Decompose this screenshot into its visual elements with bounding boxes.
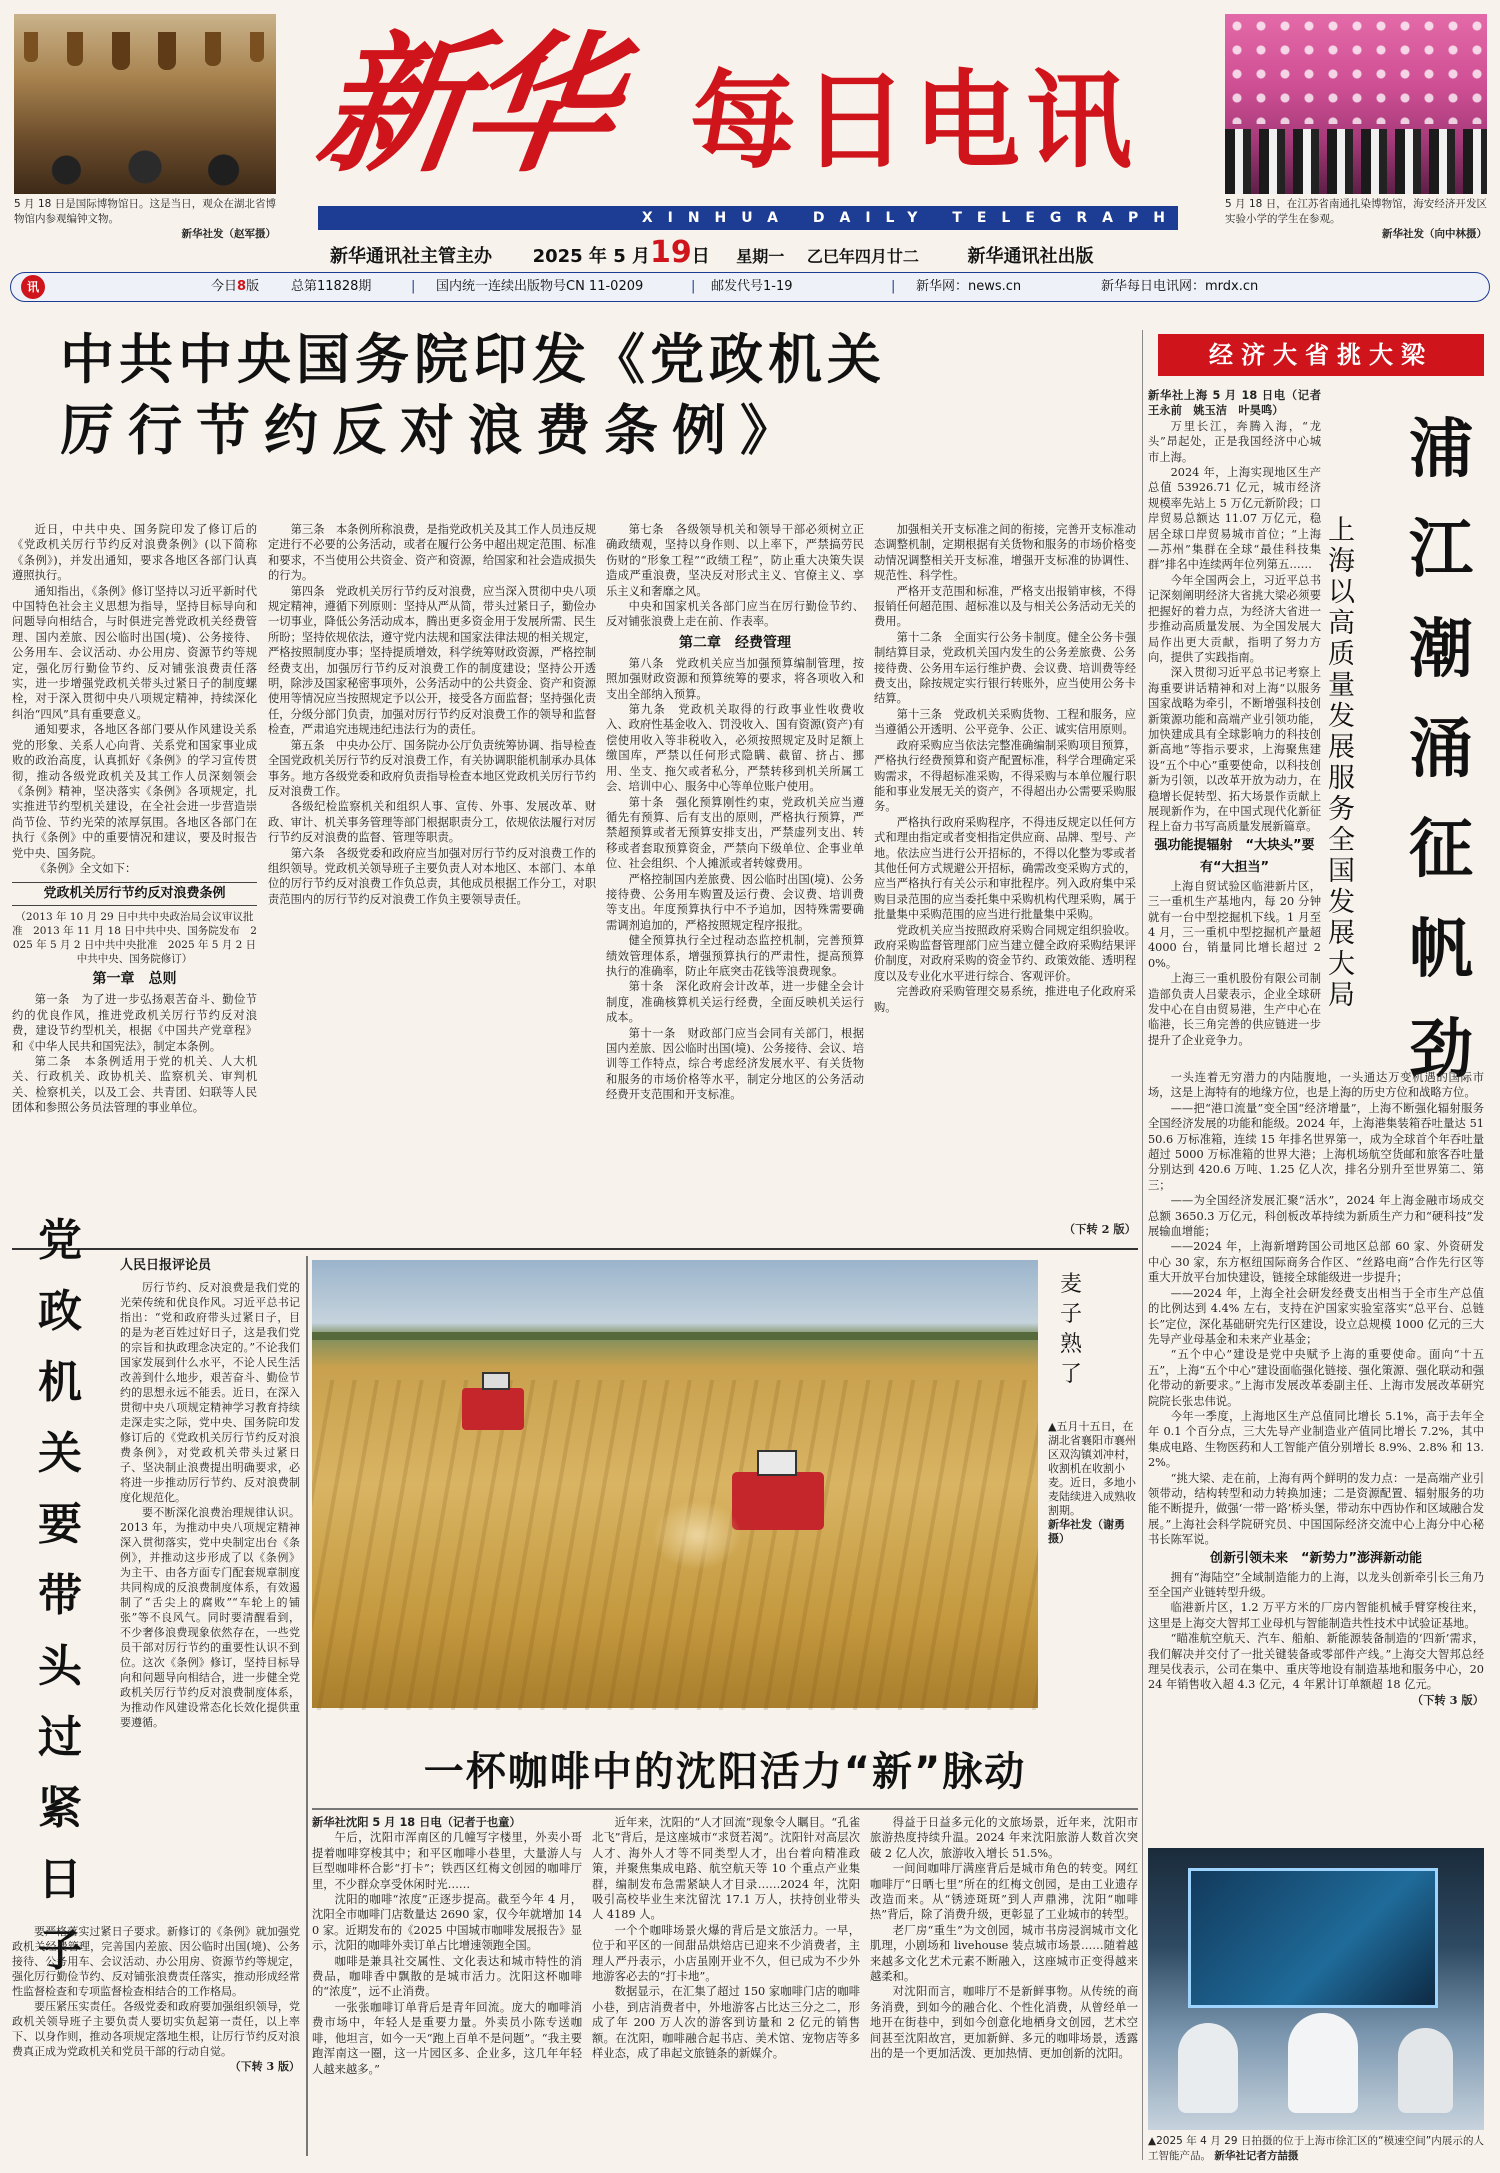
info-bar: 讯 今日8版 总第11828期 | 国内统一连续出版物号CN 11-0209 | 邮发代号1-19 | 新华网：news.cn 新华每日电讯网：mrdx.cn — [10, 272, 1490, 302]
post-code: 邮发代号1-19 — [711, 279, 793, 294]
lunar-date: 乙巳年四月廿二 — [806, 247, 919, 266]
caption-text: ▲2025 年 4 月 29 日拍摄的位于上海市徐汇区的“模速空间”内展示的人工智能产品。 — [1148, 2135, 1484, 2162]
regulation-title: 党政机关厉行节约反对浪费条例 — [12, 882, 257, 906]
ai-exhibit-caption — [1148, 2134, 1484, 2164]
right-story-byline: 新华社上海 5 月 18 日电（记者王永前 姚玉洁 叶昊鸣） — [1148, 389, 1321, 418]
right-subhead-1: 强功能提辐射 “大块头”要有“大担当” — [1154, 837, 1315, 875]
masthead-english: XINHUA DAILY TELEGRAPH — [641, 210, 1180, 226]
regulation-source: （2013 年 10 月 29 日中共中央政治局会议审议批准 2013 年 11 月 18 日中共中央、国务院发布 2025 年 5 月 2 日中共中央批准 2025 年 5 月 2 日中共中央、国务院修订） — [12, 911, 257, 966]
right-subhead-2: 创新引领未来 “新势力”澎湃新动能 — [1209, 1550, 1423, 1566]
lead-article-col-4: 加强相关开支标准之间的衔接，完善开支标准动态调整机制，定期根据有关货物和服务的市场价格变动情况调整相关开支标准，增强开支标准的协调性、规范性、科学性。 严格开支范围和标准，严格支出报销审核，不得报销任何超范围、超标准以及与相关公务活动无关的费用。 第十二条 全面实行公务卡制度。健全公务卡强制结算目录，党政机关国内发生的公务差旅费、公务接待费、公务用车运行维护费、会议费、培训费等经费支出，除按规定实行银行转账外，应当使用公务卡结算。 第十三条 党政机关采购货物、工程和服务，应当遵循公开透明、公平竞争、公正、诚实信用原则。 政府采购应当依法完整准确编制采购项目预算，严格执行经费预算和资产配置标准，科学合理确定采购需求，不得超标准采购，不得采购与本单位履行职能和事业发展无关的资产，不得超出办公需要采购服务。 严格执行政府采购程序，不得违反规定以任何方式和理由指定或者变相指定供应商、品牌、型号、产地。依法应当进行公开招标的，不得以化整为零或者其他任何方式规避公开招标，确需改变采购方式的，应当严格执行有关公示和审批程序。列入政府集中采购目录范围的应当委托集中采购机构代理采购，属于批量集中采购范围的应当进行批量集中采购。 党政机关应当按照政府采购合同规定组织验收。政府采购监督管理部门应当建立健全政府采购结果评价制度，对政府采购的资金节约、政策效能、透明程度以及专业化水平进行综合、客观评价。 完善政府采购管理交易系统，推进电子化政府采购。 — [874, 523, 1136, 1014]
right-story-col-b: 一头连着无穷潜力的内陆腹地，一头通达万变机遇的国际市场，这是上海特有的地缘方位，也是上海的历史方位和战略方位。 ——把“港口流量”变全国“经济增量”，上海不断强化辐射服务全国经济发展的功能和能级。2024 年，上海港集装箱吞吐量达 5150.6 万标准箱，连续 15 年排名世界第一，成为全球首个年吞吐量超过 5000 万标准箱的世界大港；上海机场航空货邮和旅客吞吐量分别达到 420.6 万吨、1.25 亿人次，排名分别升至世界第二、第三； ——为全国经济发展汇聚“活水”，2024 年上海金融市场成交总额 3650.3 万亿元，科创板改革持续为新质生产力和“硬科技”发展输血增能； ——2024 年，上海新增跨国公司地区总部 60 家、外资研发中心 30 家，东方枢纽国际商务合作区、“丝路电商”合作先行区等重大开放平台加快建设，链接全球能级进一步提升； ——2024 年，上海全社会研发经费支出相当于全市生产总值的比例达到 4.4% 左右，支持在沪国家实验室落实“总平台、总链长”定位，深化基础研究先行区建设，设立总规模 1000 亿元的三大先导产业母基金和未来产业基金； “五个中心”建设是党中央赋予上海的重要使命。面向“十五五”，上海“五个中心”建设面临强化链接、强化策源、强化联动和强化带动的新要求。”上海市发展改革委副主任、上海市发展改革研究院院长张忠伟说。 今年一季度，上海地区生产总值同比增长 5.1%，高于去年全年 0.1 个百分点，三大先导产业制造业产值同比增长 7.2%，其中集成电路、生物医药和人工智能产值分别增长 8.9%、2.8% 和 13.2%。 “挑大梁、走在前，上海有两个鲜明的发力点：一是高端产业引领带动，结构转型和动力转换加速；二是资源配置、辐射服务的功能不断提升，做强‘一带一路’桥头堡，带动东中西协作和区域融合发展。”上海社会科学院研究员、中国国际经济交流中心上海分中心秘书长陈军说。 创新引领未来 “新势力”澎湃新动能 拥有“海陆空”全域制造能力的上海，以龙头创新牵引长三角乃至全国产业链转型升级。 临港新片区，1.2 万平方米的厂房内智能机械手臂穿梭往来，这里是上海交大智邦工业母机与智能制造共性技术中试验证基地。 “瞄准航空航天、汽车、船舶、新能源装备制造的‘四新’需求，我们解决并交付了一批关键装备或零部件产线。”上海交大智邦总经理吴伐表示，公司在集中、重庆等地设有制造基地和服务中心，2024 年销售收入超 4.3 亿元，4 年累计订单额超 18 亿元。 （下转 3 版） — [1148, 1071, 1484, 1707]
section-tag: 经济大省挑大梁 — [1158, 334, 1484, 376]
wheat-photo-title: 麦子熟了 — [1060, 1272, 1083, 1387]
weekday-text: 星期一 — [736, 247, 785, 266]
masthead-logo: 新华 — [308, 17, 621, 193]
commentary-body-upper: 厉行节约、反对浪费是我们党的光荣传统和优良作风。习近平总书记指出：“党和政府带头过紧日子，目的是为老百姓过好日子，这是我们党的宗旨和执政理念决定的。”不论我们国家发展到什么水平，不论人民生活改善到什么地步，艰苦奋斗、勤俭节约的思想永远不能丢。近日，在深入贯彻中央八项规定精神学习教育持续走深走实之际，党中央、国务院印发修订后的《党政机关厉行节约反对浪费条例》，对党政机关带头过紧日子、坚决制止浪费提出明确要求，必将进一步推动厉行节约、反对浪费制度化规范化。 要不断深化浪费治理规律认识。2013 年，为推动中央八项规定精神深入贯彻落实，党中央制定出台《条例》，并推动这步形成了以《条例》为主干、由各方面专门配套规章制度共同构成的反浪费制度体系，有效遏制了“舌尖上的腐败”“车轮上的铺张”等不良风气。同时要清醒看到，不少奢侈浪费现象依然存在，一些党员干部对厉行节约的重要性认识不到位。这次《条例》修订，坚持目标导向和问题导向相结合，进一步健全党政机关厉行节约反对浪费制度体系，为推动作风建设常态化长效化提供重要遵循。 — [120, 1281, 300, 1729]
commentary-author: 人民日报评论员 — [120, 1258, 212, 1273]
lead-headline — [20, 325, 1120, 467]
xinhua-badge-icon: 讯 — [21, 275, 45, 299]
chapter-2-heading: 第二章 经费管理 — [679, 634, 791, 651]
news-site: 新华网：news.cn — [916, 279, 1022, 294]
top-right-caption — [1225, 197, 1487, 242]
caption-text: 5 月 18 日是国际博物馆日。这是当日，观众在湖北省博物馆内参观编钟文物。 — [14, 198, 276, 225]
photo-credit: 新华社发（向中林摄） — [1382, 228, 1487, 240]
coffee-col-2: 近年来，沈阳的“人才回流”现象令人瞩目。“孔雀北飞”背后，是这座城市“求贤若渴”。沈阳针对高层次人才、海外人才等不同类型人才，出台着向精准政策，并聚焦集成电路、航空航天等 10 个重点产业集群，编制发布急需紧缺人才目录……2024 年，沈阳吸引高校毕业生来沈留沈 17.1 万人，扶持创业带头人 4189 人。 一个个咖啡场景火爆的背后是文旅活力。一早，位于和平区的一间甜品烘焙店已迎来不少消费者，主理人严丹表示，小店虽刚开业不久，但已成为不少外地游客必去的“打卡地”。 数据显示，在汇集了超过 150 家咖啡门店的咖啡小巷，到店消费者中，外地游客占比达三分之二，形成了年 200 万人次的游客到访量和 2 亿元的销售额。在沈阳，咖啡融合起书店、美术馆、宠物店等多样业态，成了串起文旅链条的新媒介。 — [592, 1816, 860, 2061]
caption-text: ▲五月十五日，在湖北省襄阳市襄州区双沟镇刘冲村，收割机在收割小麦。近日，多地小麦陆续进入成熟收割期。 — [1048, 1420, 1136, 1517]
headline-line-2: 厉行节约反对浪费条例》 — [60, 399, 808, 462]
sponsor-text: 新华通讯社主管主办 — [330, 246, 492, 267]
commentary-divider — [306, 1256, 308, 2156]
headline-line-1: 中共中央国务院印发《党政机关 — [60, 328, 886, 391]
lead-continued-note: （下转 2 版） — [1063, 1222, 1136, 1236]
top-left-photo — [14, 14, 276, 194]
ai-exhibit-photo — [1148, 1848, 1484, 2130]
coffee-divider — [312, 1808, 1138, 1810]
top-right-photo — [1225, 14, 1487, 194]
issue-number: 总第11828期 — [291, 279, 372, 294]
masthead-dateline — [330, 235, 1170, 270]
commentary-body-lower: 要严格落实过紧日子要求。新修订的《条例》就加强党政机关经费管理，完善国内差旅、因公临时出国(境)、公务接待、公务用车、会议活动、办公用房、资源节约等规定，强化厉行勤俭节约、反对铺张浪费责任落实，推动形成经常性监督检查和专项监督检查相结合的工作格局。 要压紧压实责任。各级党委和政府要加强组织领导，党政机关领导班子主要负责人要切实负起第一责任，以上率下、以身作则，推动各项规定落地生根，让厉行节约反对浪费真正成为党政机关和党员干部的行动自觉。 （下转 3 版） — [12, 1925, 300, 2073]
photo-credit: 新华社记者方喆摄 — [1214, 2150, 1299, 2162]
publisher-text: 新华通讯社出版 — [967, 246, 1094, 267]
harvester-right-icon — [732, 1472, 824, 1530]
photo-credit: 新华社发（谢勇摄） — [1048, 1518, 1125, 1545]
wheat-harvest-photo — [312, 1260, 1038, 1708]
coffee-byline: 新华社沈阳 5 月 18 日电（记者于也童） — [312, 1816, 521, 1829]
harvester-left-icon — [462, 1388, 524, 1430]
section-divider — [12, 1248, 1138, 1250]
right-column-rule — [1142, 330, 1143, 2160]
masthead-title: 每日电讯 — [690, 60, 1138, 183]
lead-article-col-1: 近日，中共中央、国务院印发了修订后的《党政机关厉行节约反对浪费条例》(以下简称《条例》)，并发出通知，要求各地区各部门认真遵照执行。 通知指出，《条例》修订坚持以习近平新时代中国特色社会主义思想为指导，坚持目标导向和问题导向相结合，与时俱进完善党政机关经费管理、国内差旅、因公临时出国(境)、公务接待、公务用车、会议活动、办公用房、资源节约等规定，强化厉行勤俭节约、反对铺张浪费责任落实，进一步增强党政机关带头过紧日子的制度螺栓，对于深入贯彻中央八项规定精神，持续深化纠治“四风”具有重要意义。 通知要求，各地区各部门要从作风建设关系党的形象、关系人心向背、关系党和国家事业成败的政治高度，认真抓好《条例》的学习宣传贯彻，推动各级党政机关及其工作人员深刻领会《条例》精神，坚决落实《条例》各项规定，扎实推进节约型机关建设，在全社会进一步营造崇尚节俭、节约光荣的浓厚氛围。各地区各部门在执行《条例》中的重要情况和建议，要及时报告党中央、国务院。 《条例》全文如下： 党政机关厉行节约反对浪费条例 （2013 年 10 月 29 日中共中央政治局会议审议批准 2013 年 11 月 18 日中共中央、国务院发布 2025 年 5 月 2 日中共中央批准 2025 年 5 月 2 日中共中央、国务院修订） 第一章 总则 第一条 为了进一步弘扬艰苦奋斗、勤俭节约的优良作风，推进党政机关厉行节约反对浪费，建设节约型机关，根据《中国共产党章程》和《中华人民共和国宪法》，制定本条例。 第二条 本条例适用于党的机关、人大机关、行政机关、政协机关、监察机关、审判机关、检察机关，以及工会、共青团、妇联等人民团体和参照公务员法管理的事业单位。 — [12, 523, 257, 1115]
pages-count: 今日8版 — [211, 279, 260, 294]
coffee-headline: 一杯咖啡中的沈阳活力“新”脉动 — [423, 1749, 1027, 1795]
wheat-photo-caption — [1048, 1420, 1136, 1710]
right-story-subtitle: 上海以高质量发展服务全国发展大局 — [1328, 515, 1355, 1011]
photo-credit: 新华社发（赵军摄） — [181, 228, 276, 240]
lead-article-col-2: 第三条 本条例所称浪费，是指党政机关及其工作人员违反规定进行不必要的公务活动，或者在履行公务中超出规定范围、标准和要求，不当使用公共资金、资产和资源，给国家和社会造成损失的行为。 第四条 党政机关厉行节约反对浪费，应当深入贯彻中央八项规定精神，遵循下列原则：坚持从严从简，带头过紧日子，勤俭办一切事业，降低公务活动成本，腾出更多资金用于发展所需、民生所盼；坚持依规依法，遵守党内法规和国家法律法规的相关规定，严格按照制度办事；坚持提质增效，科学统筹财政资源，严格控制经费支出，加强厉行节约反对浪费工作的制度建设；坚持公开透明，除涉及国家秘密事项外，公务活动中的公共资金、资产和资源使用等情况应当按照规定予以公开，接受各方面监督；坚持强化责任，分级分部门负责，加强对厉行节约反对浪费工作的领导和监督检查，严肃追究违规违纪违法行为的责任。 第五条 中央办公厅、国务院办公厅负责统筹协调、指导检查全国党政机关厉行节约反对浪费工作，有关协调职能机制承办具体事务。地方各级党委和政府负责指导检查本地区党政机关厉行节约反对浪费工作。 各级纪检监察机关和组织人事、宣传、外事、发展改革、财政、审计、机关事务管理等部门根据职责分工，依规依法履行对厉行节约反对浪费的监督、管理等职责。 第六条 各级党委和政府应当加强对厉行节约反对浪费工作的组织领导。党政机关领导班子主要负责人对本地区、本部门、本单位的厉行节约反对浪费工作负总责，其他成员根据工作分工，对职责范围内的厉行节约反对浪费工作负主要领导责任。 — [268, 523, 596, 906]
right-story-title: 浦江潮涌征帆劲 — [1409, 413, 1473, 1087]
chapter-1-heading: 第一章 总则 — [92, 971, 177, 988]
caption-text: 5 月 18 日，在江苏省南通扎染博物馆，海安经济开发区实验小学的学生在参观。 — [1225, 198, 1487, 225]
lead-article-col-3: 第七条 各级领导机关和领导干部必须树立正确政绩观，坚持以身作则、以上率下，严禁搞劳民伤财的“形象工程”“政绩工程”，防止重大决策失误造成严重浪费，坚决反对形式主义、官僚主义、享乐主义和奢靡之风。 中央和国家机关各部门应当在厉行勤俭节约、反对铺张浪费上走在前、作表率。 第二章 经费管理 第八条 党政机关应当加强预算编制管理，按照加强财政资源和预算统筹的要求，将各项收入和支出全部纳入预算。 第九条 党政机关取得的行政事业性收费收入、政府性基金收入、罚没收入、国有资源(资产)有偿使用收入等非税收入，必须按照规定及时足额上缴国库，严禁以任何形式隐瞒、截留、挤占、挪用、坐支、拖欠或者私分，严禁转移到机关所属工会、培训中心、服务中心等单位账户使用。 第十条 强化预算刚性约束，党政机关应当遵循先有预算、后有支出的原则，严格执行预算，严禁超预算或者无预算安排支出，严禁虚列支出、转移或者套取预算资金，严禁向下级单位、企事业单位、社会组织、个人摊派或者转嫁费用。 严格控制国内差旅费、因公临时出国(境)、公务接待费、公务用车购置及运行费、会议费、培训费等支出。年度预算执行中不予追加，因特殊需要确需调剂追加的，严格按照规定程序报批。 健全预算执行全过程动态监控机制，完善预算绩效管理体系，增强预算执行的严肃性，提高预算执行的准确率，防止年底突击花钱等浪费现象。 第十条 深化政府会计改革，进一步健全会计制度，准确核算机关运行经费，全面反映机关运行成本。 第十一条 财政部门应当会同有关部门，根据国内差旅、因公临时出国(境)、公务接待、会议、培训等工作特点，综合考虑经济发展水平、有关货物和服务的市场价格等水平，制定分地区的公务活动经费开支范围和开支标准。 — [606, 523, 864, 1102]
date-text: 2025 年 5 月19日 — [532, 235, 710, 270]
commentary-title: 党政机关要带头过紧日子 — [38, 1215, 82, 1976]
coffee-col-1: 新华社沈阳 5 月 18 日电（记者于也童） 午后，沈阳市浑南区的几幢写字楼里，外卖小哥提着咖啡穿梭其中；和平区咖啡小巷里，大量游人与巨型咖啡杯合影“打卡”；铁西区红梅文创园的咖啡厅里，不少群众享受休闲时光…… 沈阳的咖啡“浓度”正逐步提高。截至今年 4 月，沈阳全市咖啡门店数量达 2690 家，仅今年就增加 140 家。近期发布的《2025 中国城市咖啡发展报告》显示，沈阳的咖啡外卖订单占比增速领跑全国。 咖啡是兼具社交属性、文化表达和城市特性的消费品，咖啡香中飘散的是城市活力。沈阳这杯咖啡的“浓度”，远不止消费。 一张张咖啡订单背后是青年回流。庞大的咖啡消费市场中，年轻人是重要力量。外卖员小陈专送咖啡，他坦言，如今一天“跑上百单不是问题”。“我主要跑浑南这一圈，这一片园区多、企业多，这几年年轻人越来越多。” — [312, 1816, 582, 2076]
coffee-col-3: 得益于日益多元化的文旅场景，近年来，沈阳市旅游热度持续升温。2024 年来沈阳旅游人数首次突破 2 亿人次，旅游收入增长 51.5%。 一间间咖啡厅满座背后是城市角色的转变。网红咖啡厅“日晒七里”所在的红梅文创园，是由工业遗存改造而来。从“锈迹斑斑”到人声鼎沸，沈阳“咖啡热”背后，除了消费升级，更彰显了工业城市的转型。 老厂房“重生”为文创园，城市书房浸润城市文化肌理，小剧场和 livehouse 装点城市场景……随着越来越多文化艺术元素不断融入，这座城市正变得越来越柔和。 对沈阳而言，咖啡厅不是新鲜事物。从传统的商务消费，到如今的融合化、个性化消费，从曾经单一地开在街巷中，到如今创意化地栖身文创园，艺术空间甚至沈阳故宫，更加新鲜、多元的咖啡场景，透露出的是一个更加活泼、更加热情、更加创新的沈阳。 — [870, 1816, 1138, 2061]
top-left-caption — [14, 197, 276, 242]
cn-number: 国内统一连续出版物号CN 11-0209 — [436, 279, 644, 294]
mrdx-site: 新华每日电讯网：mrdx.cn — [1101, 279, 1259, 294]
right-story-col-a: 新华社上海 5 月 18 日电（记者王永前 姚玉洁 叶昊鸣） 万里长江，奔腾入海，“龙头”昂起处，正是我国经济中心城市上海。 2024 年，上海实现地区生产总值 53926.71 亿元，城市经济规模率先站上 5 万亿元新阶段；口岸贸易总额达 11.07 万亿元，稳居全球口岸贸易城市首位；“上海—苏州”集群在全球“最佳科技集群”排名中连续两年位列第五…… 今年全国两会上，习近平总书记深刻阐明经济大省挑大梁必须要把握好的着力点，为经济大省进一步推动高质量发展、为全国发展大局作出更大贡献，指明了努力方向，提供了实践指南。 深入贯彻习近平总书记考察上海重要讲话精神和对上海“以服务国家战略为牵引，不断增强科技创新策源功能和高端产业引领功能，加快建成具有全球影响力的科技创新高地”等指示要求，上海聚焦建设“五个中心”重要使命，以科技创新为引领，以改革开放为动力，在稳增长促转型、拓大场景作贡献上展现新作为，在中国式现代化新征程上奋力书写高质量发展新篇章。 强功能提辐射 “大块头”要有“大担当” 上海自贸试验区临港新片区，三一重机生产基地内，每 20 分钟就有一台中型挖掘机下线。1 月至 4 月，三一重机中型挖掘机产量超 4000 台，销量同比增长超过 20%。 上海三一重机股份有限公司制造部负责人吕蒙表示，企业全球研发中心在自由贸易港，生产中心在临港，长三角完善的供应链进一步提升了企业竞争力。 — [1148, 389, 1321, 1047]
